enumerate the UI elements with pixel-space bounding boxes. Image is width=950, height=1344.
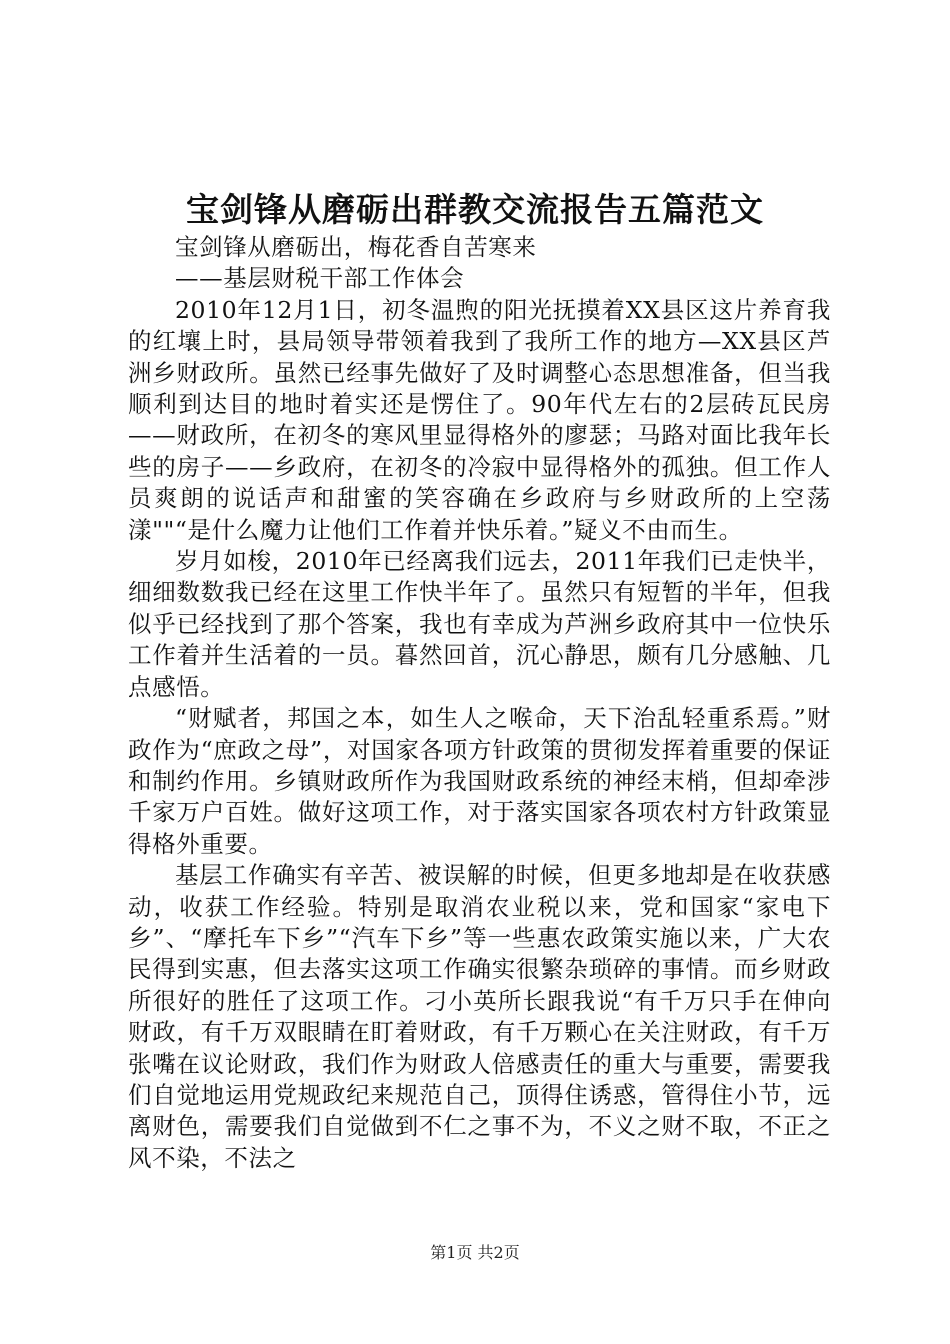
page-number-footer: 第1页 共2页 [430,1243,520,1262]
body-paragraph: 岁月如梭，2010年已经离我们远去，2011年我们已走快半，细细数数我已经在这里工作快半年了。虽然只有短暂的半年，但我似乎已经找到了那个答案，我也有幸成为芦洲乡政府其中一位快乐工作着并生活着的一员。暮然回首，沉心静思，颇有几分感触、几点感悟。 [128,547,831,701]
document-title: 宝剑锋从磨砺出群教交流报告五篇范文 [186,190,764,229]
subtitle-byline: ——基层财税干部工作体会 [175,264,465,293]
body-paragraph: 基层工作确实有辛苦、被误解的时候，但更多地却是在收获感动，收获工作经验。特别是取消农业税以来，党和国家“家电下乡”、“摩托车下乡”“汽车下乡”等一些惠农政策实施以来，广大农民得到实惠，但去落实这项工作确实很繁杂琐碎的事情。而乡财政所很好的胜任了这项工作。刁小英所长跟我说“有千万只手在伸向财政，有千万双眼睛在盯着财政，有千万颗心在关注财政，有千万张嘴在议论财政，我们作为财政人倍感责任的重大与重要，需要我们自觉地运用党规政纪来规范自己，顶得住诱惑，管得住小节，远离财色，需要我们自觉做到不仁之事不为，不义之财不取，不正之风不染，不法之 [128,861,831,1172]
body-paragraph: “财赋者，邦国之本，如生人之喉命，天下治乱轻重系焉。”财政作为“庶政之母”，对国家各项方针政策的贯彻发挥着重要的保证和制约作用。乡镇财政所作为我国财政系统的神经末梢，但却牵涉千家万户百姓。做好这项工作，对于落实国家各项农村方针政策显得格外重要。 [128,704,831,858]
subtitle-line: 宝剑锋从磨砺出，梅花香自苦寒来 [175,233,537,261]
body-paragraph: 2010年12月1日，初冬温煦的阳光抚摸着XX县区这片养育我的红壤上时，县局领导带领着我到了我所工作的地方—XX县区芦洲乡财政所。虽然已经事先做好了及时调整心态思想准备，但当我顺利到达目的地时着实还是愣住了。90年代左右的2层砖瓦民房——财政所，在初冬的寒风里显得格外的廖瑟；马路对面比我年长些的房子——乡政府，在初冬的冷寂中显得格外的孤独。但工作人员爽朗的说话声和甜蜜的笑容确在乡政府与乡财政所的上空荡漾""“是什么魔力让他们工作着并快乐着。”疑义不由而生。 [128,295,831,544]
document-body [128,232,831,1174]
